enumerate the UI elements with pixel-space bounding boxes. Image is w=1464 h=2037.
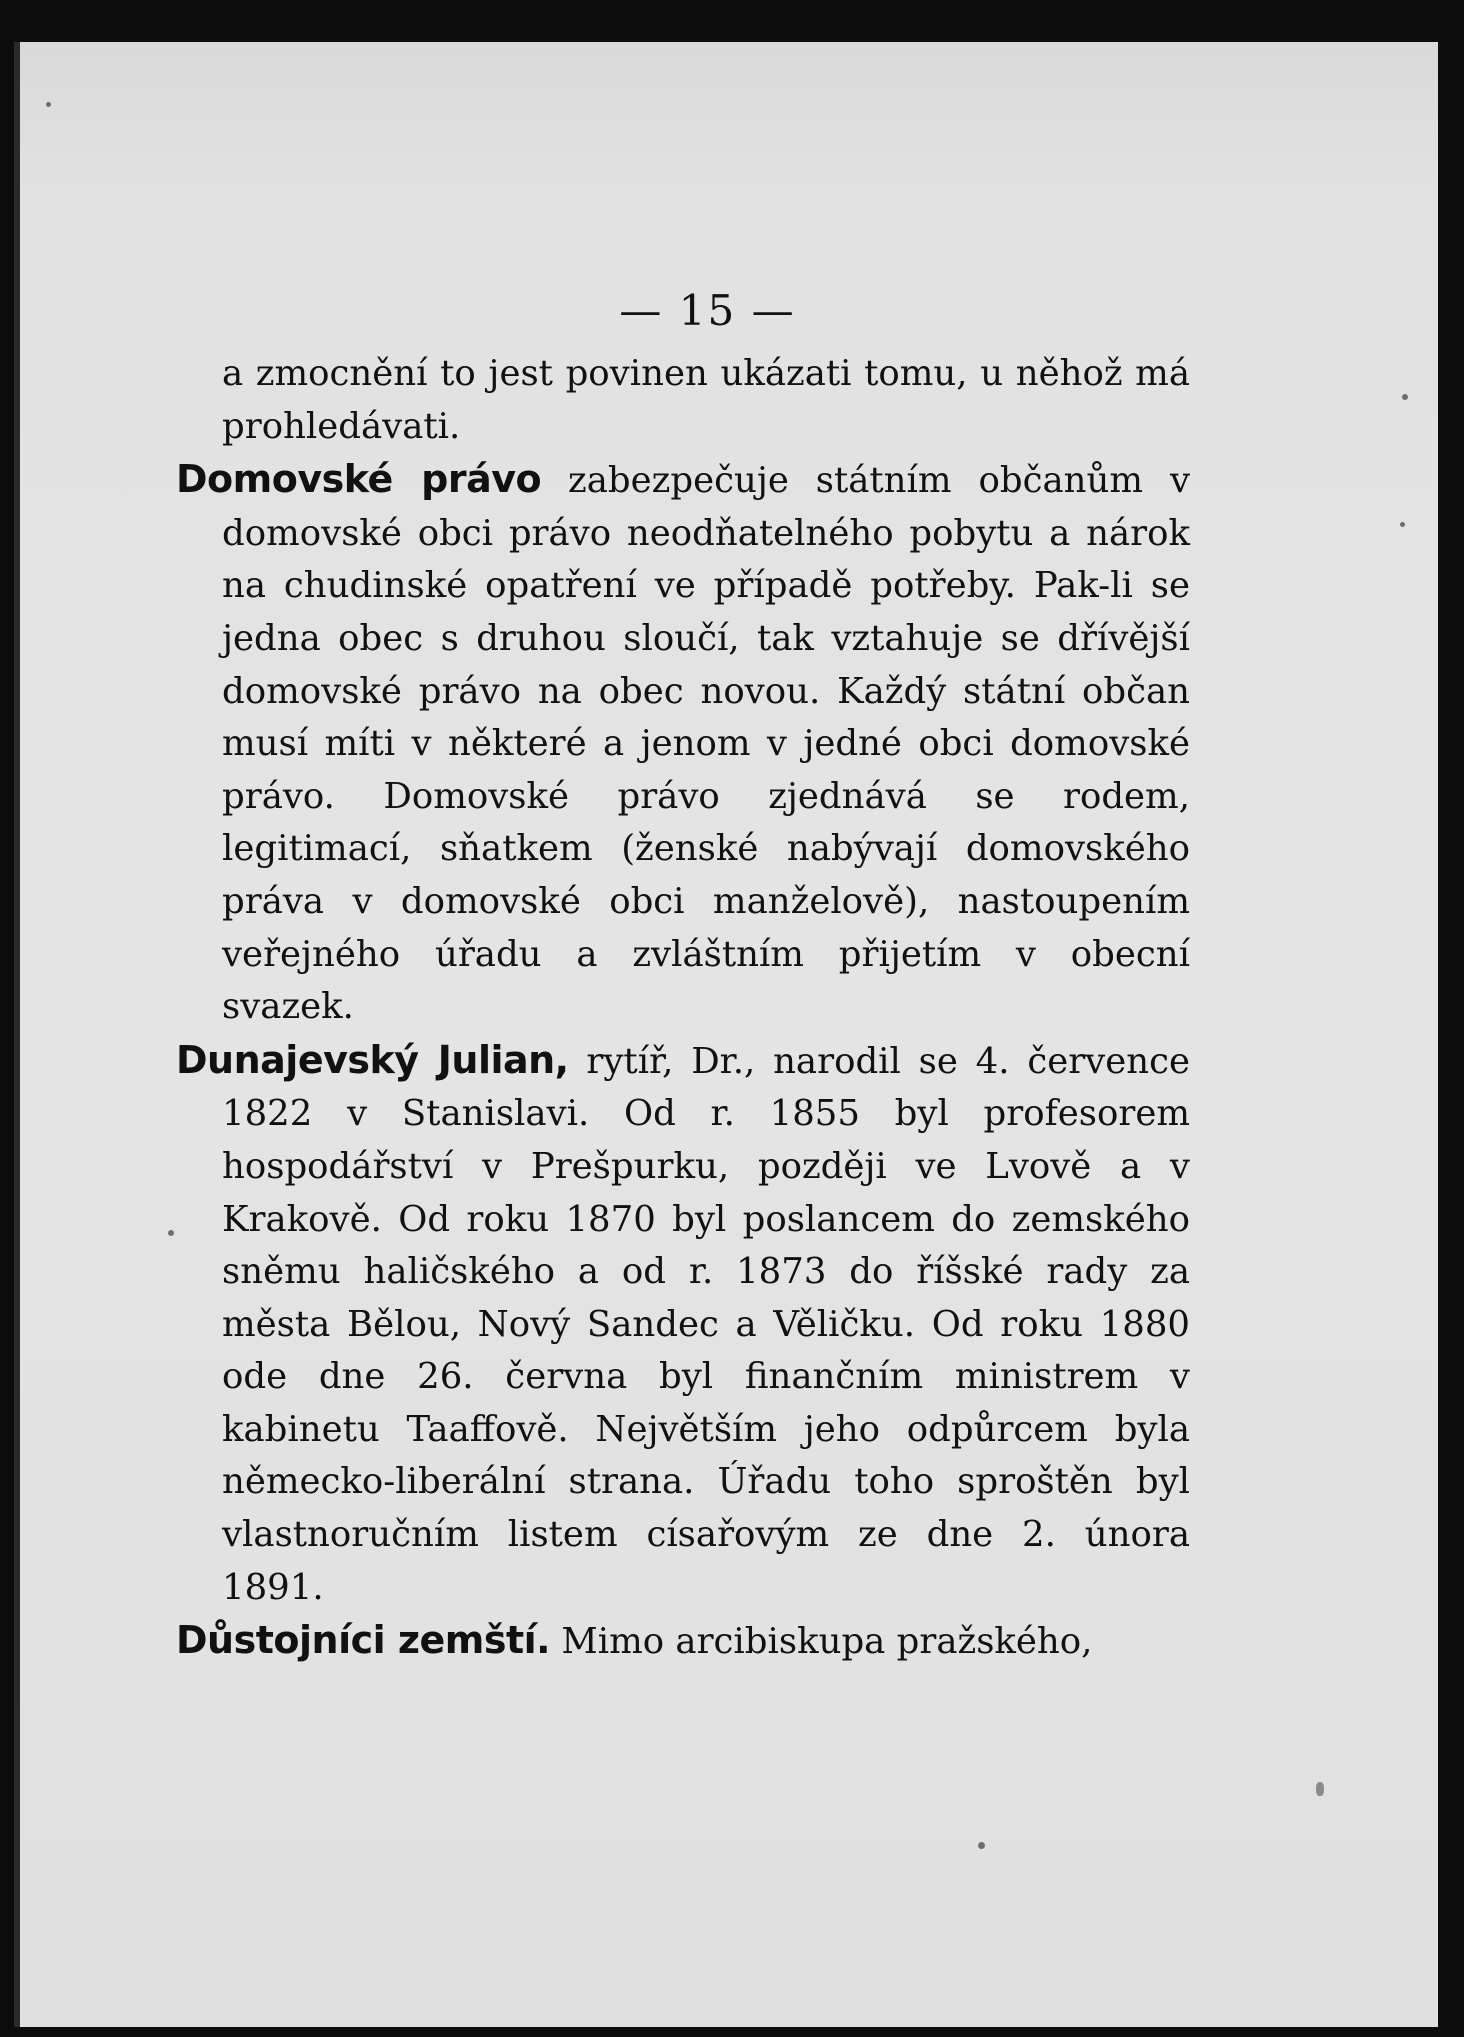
dust-speck	[46, 102, 51, 107]
dust-speck	[978, 1842, 985, 1849]
page-body-text	[176, 348, 1190, 1669]
dust-speck	[1316, 1782, 1324, 1796]
entry-headword: Důstojníci zemští.	[176, 1618, 551, 1663]
entry-dustojnici-zemsti	[176, 1614, 1190, 1669]
page-number: — 15 —	[619, 286, 796, 335]
dust-speck	[1402, 394, 1408, 400]
entry-headword: Domovské právo	[176, 457, 542, 502]
entry-text: zabezpečuje státním občanům v domovské obci právo neodňatelného pobytu a nárok na chudinské opatření ve případě potřeby. Pak-li se jedna obec s druhou sloučí, tak vztahuje se dřívější domovské právo na obec novou. Každý státní občan musí míti v některé a jenom v jedné obci domovské právo. Domovské právo zjednává se rodem, legitimací, sňatkem (ženské nabývají domovského práva v domovské obci manželově), nastoupením veřejného úřadu a zvláštním přijetím v obecní svazek.	[222, 460, 1190, 1028]
entry-domovske-pravo	[176, 453, 1190, 1034]
entry-dunajevsky-julian	[176, 1034, 1190, 1615]
dust-speck	[1400, 522, 1405, 527]
entry-text: rytíř, Dr., narodil se 4. července 1822 v Stanislavi. Od r. 1855 byl profesorem hospodářství v Prešpurku, později ve Lvově a v Krakově. Od roku 1870 byl poslancem do zemského sněmu haličského a od r. 1873 do říšské rady za města Bělou, Nový Sandec a Věličku. Od roku 1880 ode dne 26. června byl finančním ministrem v kabinetu Taaffově. Největším jeho odpůrcem byla německo-liberální strana. Úřadu toho sproštěn byl vlastnoručním listem císařovým ze dne 2. února 1891.	[222, 1040, 1190, 1608]
entry-text: Mimo arcibiskupa pražského,	[550, 1621, 1093, 1663]
paragraph-continuation	[176, 348, 1190, 453]
paragraph-text: a zmocnění to jest povinen ukázati tomu, u něhož má prohledávati.	[222, 353, 1190, 447]
entry-headword: Dunajevský Julian,	[176, 1037, 569, 1082]
dust-speck	[168, 1230, 174, 1236]
